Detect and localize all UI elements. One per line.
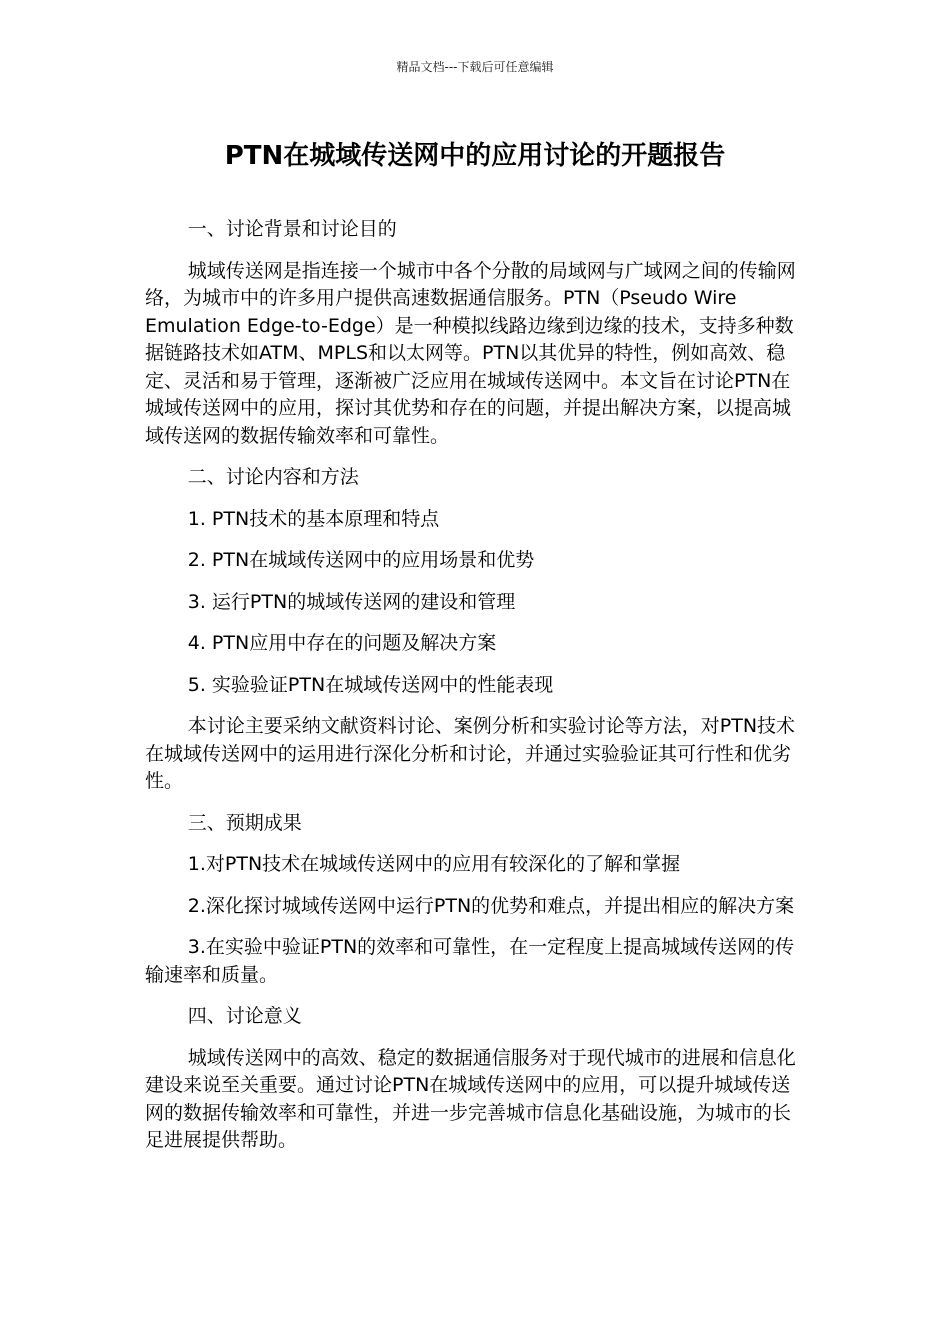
list-item: 4. PTN应用中存在的问题及解决方案 xyxy=(187,632,497,654)
document-body xyxy=(145,216,805,1169)
list-item: 2.深化探讨城域传送网中运行PTN的优势和难点，并提出相应的解决方案 xyxy=(187,894,795,917)
paragraph-background: 城域传送网是指连接一个城市中各个分散的局域网与广域网之间的传输网络，为城市中的许多用户提供高速数据通信服务。PTN（Pseudo Wire Emulation Edge-to-Edge）是一种模拟线路边缘到边缘的技术，支持多种数据链路技术如ATM、MPLS和以太网等。PTN以其优异的特性，例如高效、稳定、灵活和易于管理，逐渐被广泛应用在城域传送网中。本文旨在讨论PTN在城域传送网中的应用，探讨其优势和存在的问题，并提出解决方案，以提高城域传送网的数据传输效率和可靠性。 xyxy=(145,259,796,447)
document-title: PTN在城域传送网中的应用讨论的开题报告 xyxy=(224,141,726,171)
section-heading-background: 一、讨论背景和讨论目的 xyxy=(187,218,397,240)
list-item: 2. PTN在城域传送网中的应用场景和优势 xyxy=(187,549,535,571)
list-item: 1.对PTN技术在城域传送网中的应用有较深化的了解和掌握 xyxy=(187,853,681,875)
page-header: 精品文档---下载后可任意编辑 xyxy=(396,60,554,74)
section-heading-expected-results: 三、预期成果 xyxy=(187,811,302,834)
paragraph-method: 本讨论主要采纳文献资料讨论、案例分析和实验讨论等方法，对PTN技术在城域传送网中的运用进行深化分析和讨论，并通过实验验证其可行性和优劣性。 xyxy=(145,715,796,792)
list-item: 5. 实验验证PTN在城域传送网中的性能表现 xyxy=(187,673,554,696)
paragraph-significance: 城域传送网中的高效、稳定的数据通信服务对于现代城市的进展和信息化建设来说至关重要。通过讨论PTN在城域传送网中的应用，可以提升城域传送网的数据传输效率和可靠性，并进一步完善城市信息化基础设施，为城市的长足进展提供帮助。 xyxy=(145,1046,796,1151)
section-heading-significance: 四、讨论意义 xyxy=(187,1005,302,1027)
section-heading-content-method: 二、讨论内容和方法 xyxy=(187,466,359,488)
list-item: 1. PTN技术的基本原理和特点 xyxy=(187,507,440,530)
list-item: 3.在实验中验证PTN的效率和可靠性，在一定程度上提高城域传送网的传输速率和质量。 xyxy=(145,936,795,986)
list-item: 3. 运行PTN的城域传送网的建设和管理 xyxy=(187,590,516,613)
